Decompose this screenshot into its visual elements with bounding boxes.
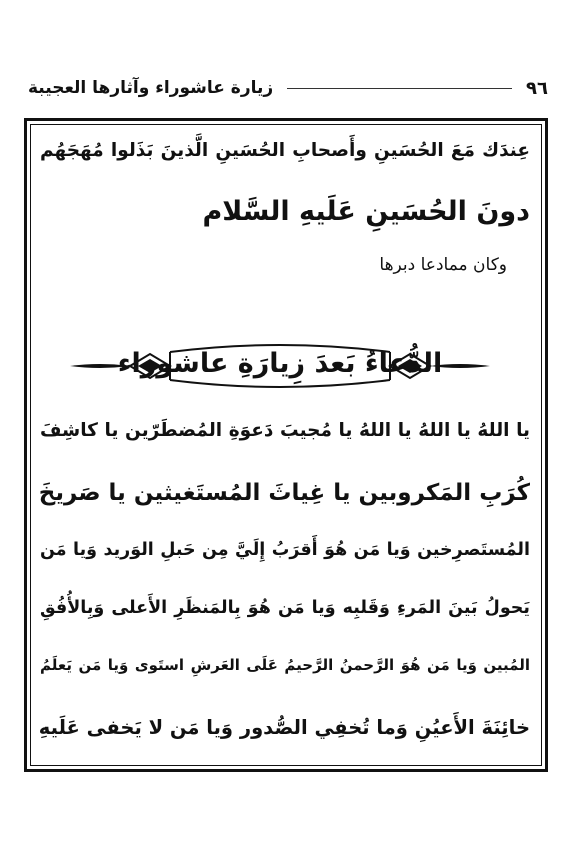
intro-line-2: دونَ الحُسَينِ عَلَيهِ السَّلام [202, 196, 530, 227]
intro-line-3: وكان ممادعا دبرها [379, 255, 507, 275]
running-title: زيارة عاشوراء وآثارها العجيبة [28, 78, 274, 98]
intro-line-1: عِندَك مَعَ الحُسَينِ وأَصحابِ الحُسَينِ الَّذينَ بَذَلوا مُهَجَهُم [40, 140, 530, 161]
prayer-line-5: المُبين وَيا مَن هُوَ الرَّحمنُ الرَّحيمُ عَلَى العَرشِ استَوى وَيا مَن يَعلَمُ [40, 656, 530, 674]
heading-title: الدُّعاءُ بَعدَ زِيارَةِ عاشوراء [117, 348, 443, 379]
prayer-line-2: كُرَبِ المَكروبين يا غِياثَ المُستَغيثين يا صَريخَ [38, 480, 530, 506]
prayer-line-4: يَحولُ بَينَ المَرءِ وَقَلبِه وَيا مَن هُوَ بِالمَنظَرِ الأَعلى وَبِالأُفُقِ [40, 598, 530, 618]
prayer-line-3: المُستَصرِخين وَيا مَن هُوَ أَقرَبُ إِلَيَّ مِن حَبلِ الوَريد وَيا مَن [40, 540, 530, 560]
section-heading [60, 336, 500, 396]
prayer-line-6: خائِنَةَ الأَعيُنِ وَما تُخفِي الصُّدور وَيا مَن لا يَخفى عَلَيهِ [38, 716, 530, 739]
page-header [28, 76, 548, 100]
header-rule [287, 88, 512, 89]
page-number: ٩٦ [526, 77, 548, 99]
prayer-line-1: يا اللهُ يا اللهُ يا اللهُ يا مُجيبَ دَعوَةِ المُضطَرّين يا كاشِفَ [40, 420, 530, 441]
